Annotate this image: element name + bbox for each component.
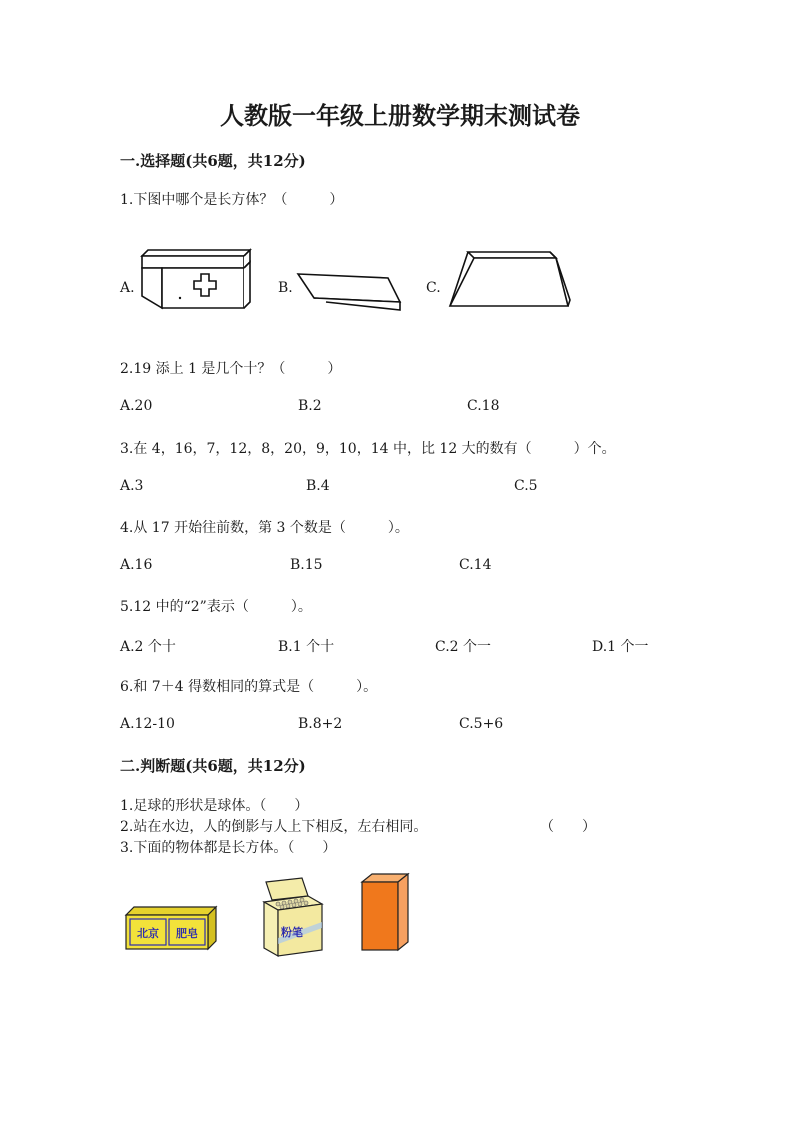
q1-option-a: A. xyxy=(120,280,135,296)
orange-block-figure xyxy=(360,872,410,952)
first-aid-box-figure xyxy=(140,248,252,312)
page-title: 人教版一年级上册数学期末测试卷 xyxy=(220,101,580,130)
section-heading-judgement: 二.判断题(共6题，共12分) xyxy=(120,757,306,775)
question-3: 3.在 4，16，7，12，8，20，9，10，14 中，比 12 大的数有（ ）个。 xyxy=(120,441,616,457)
judge-question-1: 1.足球的形状是球体。（ ） xyxy=(120,798,309,814)
question-1: 1.下图中哪个是长方体？（ ） xyxy=(120,192,344,208)
judge-question-2: 2.站在水边，人的倒影与人上下相反，左右相同。 xyxy=(120,819,428,835)
section-heading-choice: 一.选择题(共6题，共12分) xyxy=(120,152,306,170)
q3-option-a: A.3 xyxy=(120,478,144,494)
wedge-shape-figure xyxy=(296,272,402,314)
q1-option-b: B. xyxy=(278,280,293,296)
q4-option-a: A.16 xyxy=(120,557,153,573)
q2-option-b: B.2 xyxy=(298,398,322,414)
question-2: 2.19 添上 1 是几个十？（ ） xyxy=(120,361,342,377)
trapezoid-prism-figure xyxy=(448,248,574,310)
q5-option-b: B.1 个十 xyxy=(278,639,335,655)
q5-option-d: D.1 个一 xyxy=(592,639,649,655)
q6-option-c: C.5+6 xyxy=(459,716,504,732)
chalk-label: 粉笔 xyxy=(281,926,303,939)
q6-option-a: A.12-10 xyxy=(120,716,175,732)
question-5: 5.12 中的“2”表示（ ）。 xyxy=(120,599,312,615)
question-6: 6.和 7＋4 得数相同的算式是（ ）。 xyxy=(120,679,378,695)
chalk-box-figure xyxy=(258,878,328,958)
q2-option-c: C.18 xyxy=(467,398,500,414)
soap-label-left: 北京 xyxy=(137,927,159,940)
soap-label-right: 肥皂 xyxy=(176,927,198,940)
judge-question-2-bracket: （ ） xyxy=(540,819,596,835)
q3-option-b: B.4 xyxy=(306,478,330,494)
soap-box-figure xyxy=(124,905,218,951)
judge-question-3: 3.下面的物体都是长方体。（ ） xyxy=(120,840,337,856)
question-4: 4.从 17 开始往前数，第 3 个数是（ ）。 xyxy=(120,520,409,536)
q5-option-c: C.2 个一 xyxy=(435,639,492,655)
q3-option-c: C.5 xyxy=(514,478,538,494)
q2-option-a: A.20 xyxy=(120,398,153,414)
q4-option-c: C.14 xyxy=(459,557,492,573)
q5-option-a: A.2 个十 xyxy=(120,639,176,655)
q6-option-b: B.8+2 xyxy=(298,716,343,732)
q1-option-c: C. xyxy=(426,280,441,296)
q4-option-b: B.15 xyxy=(290,557,323,573)
